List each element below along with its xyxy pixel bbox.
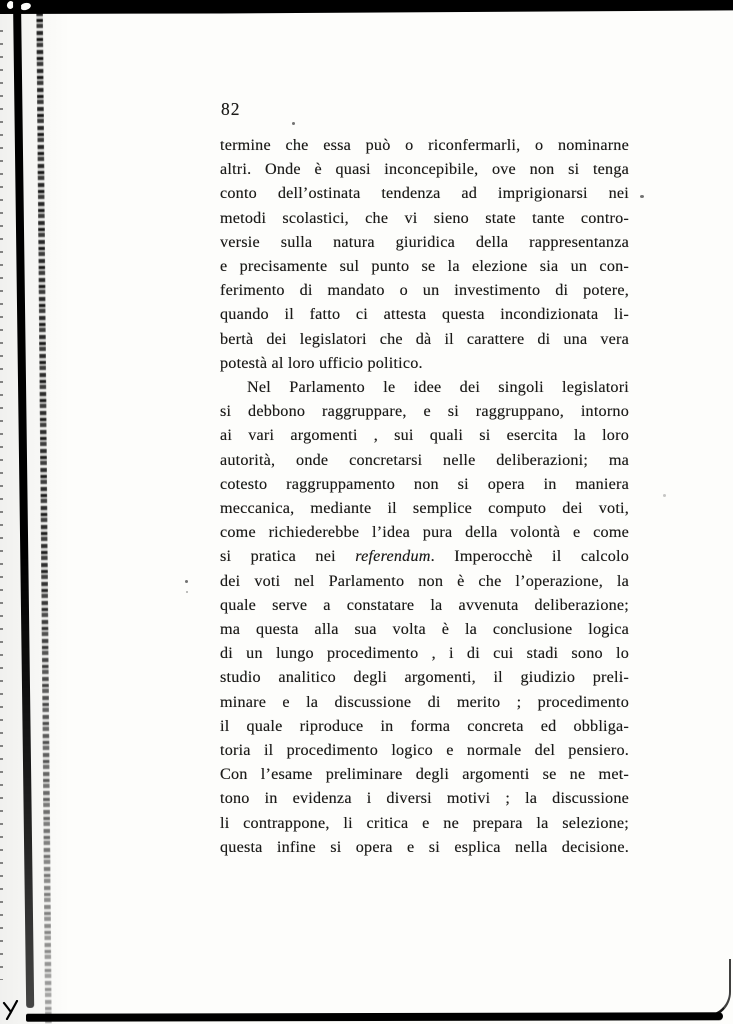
text-line <box>220 835 629 859</box>
text-line <box>220 206 629 230</box>
text-line <box>220 738 629 762</box>
text-line <box>220 569 629 593</box>
text-line <box>220 254 629 278</box>
scan-top-edge-bar <box>0 0 733 14</box>
scan-speck <box>292 122 295 125</box>
text-run: potestà al loro ufficio politico. <box>220 353 423 372</box>
text-run: studio analitico degli argomenti, il giudizio preli- <box>220 668 629 687</box>
text-line <box>220 762 629 786</box>
text-run: altri. Onde è quasi inconcepibile, ove non si tenga <box>220 160 629 179</box>
text-run: e precisamente sul punto se la elezione sia un con- <box>220 257 629 276</box>
text-line <box>220 593 629 617</box>
text-line <box>220 302 629 326</box>
text-run: quale serve a constatare la avvenuta deliberazione; <box>220 595 629 614</box>
text-run: metodi scolastici, che vi sieno state tante contro- <box>220 208 629 227</box>
text-run: dei voti nel Parlamento non è che l’operazione, la <box>220 571 629 590</box>
bottom-left-mark <box>2 1000 20 1020</box>
text-line <box>220 230 629 254</box>
text-line <box>220 133 629 157</box>
text-line <box>220 375 629 399</box>
scan-bottom-edge-bar <box>26 1012 723 1021</box>
text-line <box>220 811 629 835</box>
text-run: conto dell’ostinata tendenza ad imprigionarsi nei <box>220 184 629 203</box>
scan-speck <box>640 195 644 198</box>
text-run: meccanica, mediante il semplice computo dei voti, <box>220 499 629 518</box>
text-line <box>220 472 629 496</box>
text-run: Con l’esame preliminare degli argomenti se ne met- <box>220 765 629 784</box>
text-run: ai vari argomenti , sui quali si esercita la loro <box>220 426 629 445</box>
text-line <box>220 496 629 520</box>
scan-speck <box>186 591 188 593</box>
text-line <box>220 181 629 205</box>
text-run: si debbono raggruppare, e si raggruppano, intorno <box>220 402 629 421</box>
text-line <box>220 520 629 544</box>
binding-streak-grain <box>36 0 52 1024</box>
text-run: . Imperocchè il calcolo <box>430 547 629 566</box>
text-run: ma questa alla sua volta è la conclusione logica <box>220 620 629 639</box>
text-line <box>220 665 629 689</box>
text-line <box>220 448 629 472</box>
text-run: termine che essa può o riconfermarli, o nominarne <box>220 136 629 154</box>
text-line <box>220 714 629 738</box>
scan-speck <box>663 494 666 497</box>
text-line <box>220 423 629 447</box>
text-line <box>220 399 629 423</box>
text-run: li contrappone, li critica e ne prepara la selezione; <box>220 813 629 832</box>
text-run: come richiederebbe l’idea pura della volontà e come <box>220 523 629 542</box>
text-run: Nel Parlamento le idee dei singoli legislatori <box>247 378 629 397</box>
scan-speck <box>185 580 188 583</box>
text-run: di un lungo procedimento , i di cui stadi sono lo <box>220 644 629 663</box>
text-line <box>220 786 629 810</box>
text-line <box>220 617 629 641</box>
text-line <box>220 690 629 714</box>
text-line <box>220 278 629 302</box>
text-run: toria il procedimento logico e normale del pensiero. <box>220 741 629 760</box>
text-run: bertà dei legislatori che dà il carattere di una vera <box>220 329 629 348</box>
text-run: minare e la discussione di merito ; procedimento <box>220 692 629 711</box>
text-line <box>220 641 629 665</box>
text-run: il quale riproduce in forma concreta ed obbliga- <box>220 716 629 735</box>
text-run: autorità, onde concretarsi nelle deliberazioni; ma <box>220 450 629 469</box>
text-run: versie sulla natura giuridica della rappresentanza <box>220 232 629 251</box>
italic-term: referendum <box>355 547 431 566</box>
bottom-right-corner-curve <box>699 959 731 1018</box>
text-line <box>220 327 629 351</box>
text-line <box>220 351 629 375</box>
text-run: tono in evidenza i diversi motivi ; la discussione <box>220 789 629 808</box>
body-text <box>220 133 629 859</box>
text-run: quando il fatto ci attesta questa incondizionata li- <box>220 305 629 324</box>
text-run: questa infine si opera e si esplica nella decisione. <box>220 837 629 856</box>
text-line <box>220 544 629 568</box>
text-line <box>220 157 629 181</box>
text-run: ferimento di mandato o un investimento di potere, <box>220 281 629 300</box>
left-edge-specks <box>0 30 3 980</box>
text-run: si pratica nei <box>220 547 356 566</box>
page-number: 82 <box>221 99 241 119</box>
text-run: cotesto raggruppamento non si opera in maniera <box>220 474 629 493</box>
binding-streak-solid <box>13 0 34 1008</box>
